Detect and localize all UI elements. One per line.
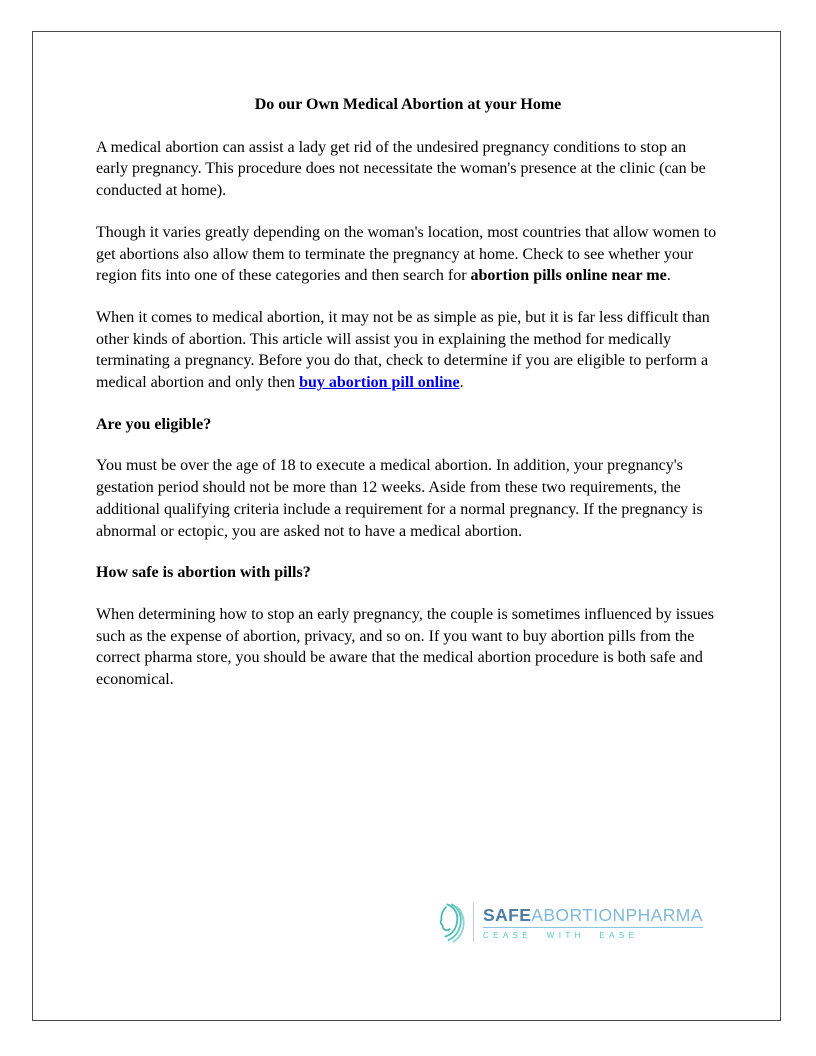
brand-name	[483, 906, 703, 925]
brand-underline	[483, 927, 703, 928]
woman-profile-icon	[431, 899, 467, 946]
brand-tagline: CEASE WITH EASE	[483, 930, 639, 940]
brand-name-abortionpharma: ABORTIONPHARMA	[531, 904, 703, 925]
paragraph-text: You must be over the age of 18 to execute a medical abortion. In addition, your pregnancy's gestation period should not be more than 12 weeks. Aside from these two requirements, the additional qualifying criteria include a requirement for a normal pregnancy. If the pregnancy is abnormal or ectopic, you are asked not to have a medical abortion.	[96, 457, 703, 540]
paragraph-method	[96, 307, 720, 394]
logo-text	[483, 906, 703, 940]
heading-how-safe: How safe is abortion with pills?	[96, 564, 311, 582]
paragraph-text: Though it varies greatly depending on the woman's location, most countries that allow women to get abortions also allow them to terminate the pregnancy at home. Check to see whether your region fits into one of these categories and then search for	[96, 223, 717, 285]
paragraph-location	[96, 222, 720, 287]
paragraph-text: When it comes to medical abortion, it may not be as simple as pie, but it is far less difficult than other kinds of abortion. This article will assist you in explaining the method for medically terminating a pregnancy. Before you do that, check to determine if you are eligible to perform a medical abortion and only then	[96, 308, 710, 392]
paragraph-eligibility	[96, 455, 720, 542]
logo-divider	[473, 903, 474, 942]
paragraph-text: .	[459, 374, 464, 392]
heading-are-you-eligible: Are you eligible?	[96, 415, 212, 433]
buy-abortion-pill-online-link[interactable]: buy abortion pill online	[299, 374, 460, 392]
document-title: Do our Own Medical Abortion at your Home	[254, 96, 562, 113]
paragraph-text: .	[666, 267, 671, 285]
safeabortionpharma-logo	[431, 899, 703, 946]
document-body	[96, 94, 720, 691]
paragraph-safety	[96, 604, 720, 691]
paragraph-text: When determining how to stop an early pregnancy, the couple is sometimes influenced by issues such as the expense of abortion, privacy, and so on. If you want to buy abortion pills from the correct pharma store, you should be aware that the medical abortion procedure is both safe and economical.	[96, 605, 714, 689]
brand-name-safe: SAFE	[483, 904, 532, 925]
paragraph-intro	[96, 137, 720, 202]
bold-keyword-abortion-pills-online-near-me: abortion pills online near me	[470, 267, 667, 285]
paragraph-text: A medical abortion can assist a lady get rid of the undesired pregnancy conditions to stop an early pregnancy. This procedure does not necessitate the woman's presence at the clinic (can be conducted at home).	[96, 138, 706, 200]
